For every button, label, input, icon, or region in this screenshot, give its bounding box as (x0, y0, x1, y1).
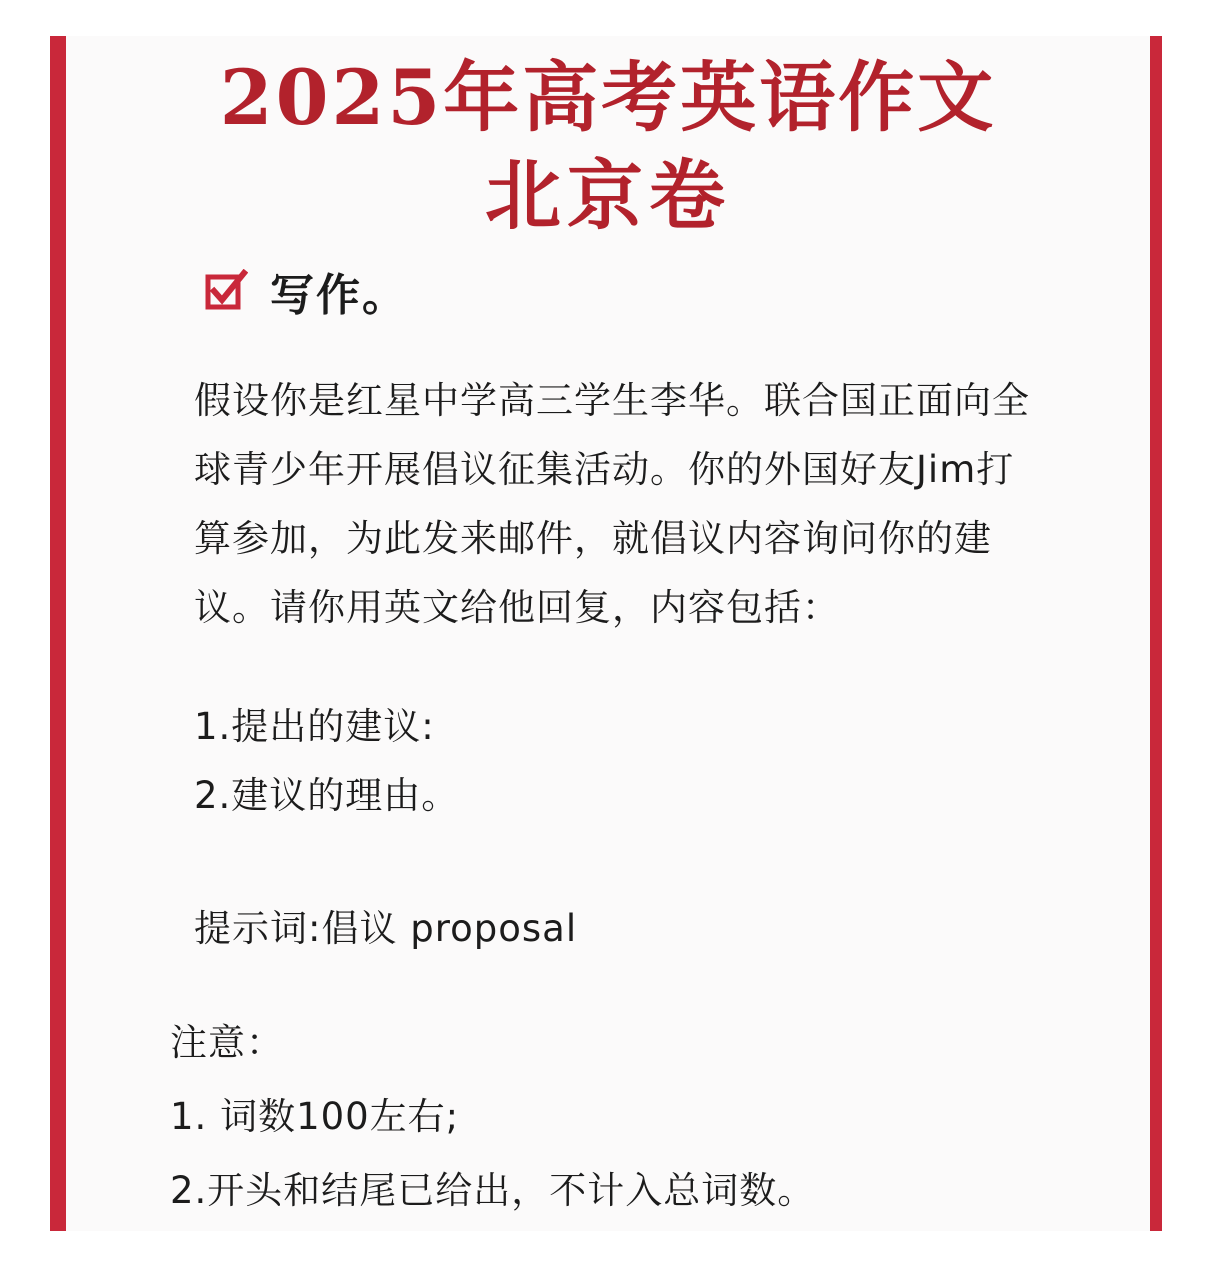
hint-text: 提示词:倡议 proposal (194, 907, 578, 950)
requirement-item: 2.建议的理由。 (194, 774, 460, 817)
requirements-list (194, 692, 459, 830)
section-header (204, 258, 408, 324)
prompt-line: 议。请你用英文给他回复，内容包括： (194, 586, 840, 629)
notes-item: 1. 词数100左右; (170, 1095, 460, 1138)
prompt-line: 算参加，为此发来邮件，就倡议内容询问你的建 (194, 517, 992, 560)
requirement-item: 1.提出的建议: (194, 705, 435, 748)
notes-section (170, 1006, 815, 1228)
title-line-1: 2025年高考英语作文 (219, 53, 997, 142)
section-title: 写作。 (270, 270, 408, 321)
notes-item: 2.开头和结尾已给出，不计入总词数。 (170, 1169, 816, 1212)
prompt-line: 假设你是红星中学高三学生李华。联合国正面向全 (194, 379, 1030, 422)
title-line-2: 北京卷 (485, 151, 731, 240)
prompt-line: 球青少年开展倡议征集活动。你的外国好友Jim打 (194, 448, 1015, 491)
notes-heading: 注意： (170, 1021, 284, 1064)
checkbox-checked-icon (204, 269, 248, 313)
prompt-paragraph (194, 366, 1124, 642)
document-card (50, 36, 1162, 1231)
